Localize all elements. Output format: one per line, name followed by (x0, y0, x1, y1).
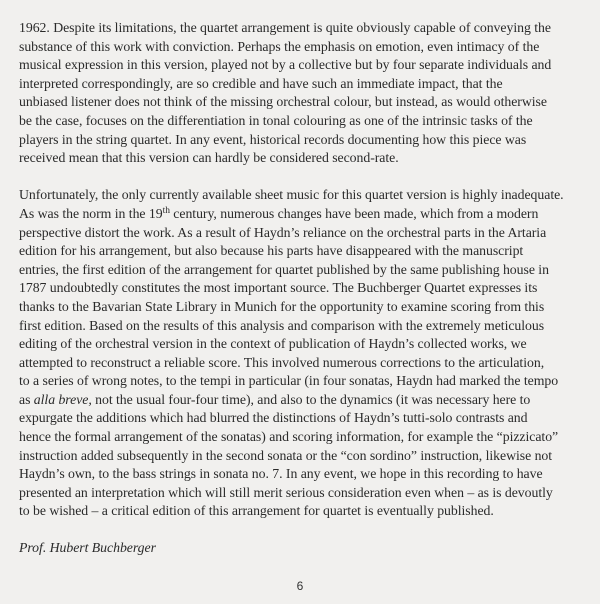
text-line: perspective distort the work. As a result of Haydn’s reliance on the orchestral parts in the Artaria (19, 224, 547, 240)
paragraph-2 (19, 186, 584, 521)
text-line: 1962. Despite its limitations, the quartet arrangement is quite obviously capable of conveying the (19, 20, 551, 35)
text-line: to a series of wrong notes, to the tempi in particular (in four sonatas, Haydn had marked the tempo (19, 373, 559, 389)
text-line (19, 391, 584, 410)
text-line: entries, the first edition of the arrangement for quartet published by the same publishing house in (19, 261, 549, 277)
text-line: players in the string quartet. In any event, historical records documenting how this piece was (19, 131, 527, 147)
page-number: 6 (296, 579, 304, 593)
text-line (19, 205, 584, 224)
document-page (19, 19, 584, 558)
text-line: Unfortunately, the only currently available sheet music for this quartet version is highly inadequate. (19, 187, 564, 203)
ordinal-superscript: th (162, 205, 170, 216)
paragraph-1 (19, 19, 584, 168)
author-signature: Prof. Hubert Buchberger (19, 540, 156, 556)
text-line: edition for his arrangement, but also because his parts have disappeared with the manuscript (19, 243, 524, 259)
text-line: received mean that this version can hardly be considered second-rate. (19, 150, 399, 166)
text-segment: As was the norm in the 19 (19, 205, 163, 221)
text-line: unbiased listener does not think of the missing orchestral colour, but instead, as would otherwise (19, 94, 547, 110)
text-segment: century, numerous changes have been made, which from a modern (169, 205, 539, 221)
text-line: to be wished – a critical edition of this arrangement for quartet is eventually published. (19, 503, 494, 519)
text-line: attempted to reconstruct a reliable score. This involved numerous corrections to the articulation, (19, 354, 545, 370)
text-line: 1787 undoubtedly constitutes the most important source. The Buchberger Quartet expresses its (19, 280, 538, 296)
text-segment: as (19, 391, 34, 407)
text-line: substance of this work with conviction. Perhaps the emphasis on emotion, even intimacy of the (19, 38, 540, 54)
text-line: thanks to the Bavarian State Library in Munich for the opportunity to examine scoring from this (19, 298, 545, 314)
text-line: interpreted correspondingly, are so credible and have such an immediate impact, that the (19, 75, 503, 91)
text-line: be the case, focuses on the differentiation in tonal colouring as one of the intrinsic tasks of the (19, 112, 533, 128)
text-line: instruction added subsequently in the second sonata or the “con sordino” instruction, likewise not (19, 447, 553, 463)
italic-term: alla breve, (33, 391, 92, 407)
text-line: expurgate the additions which had blurred the distinctions of Haydn’s tutti-solo contrasts and (19, 410, 528, 426)
text-line: hence the formal arrangement of the sonatas) and scoring information, for example the “pizzicato” (19, 429, 559, 445)
text-line: first edition. Based on the results of this analysis and comparison with the extremely meticulous (19, 317, 545, 333)
text-line: Haydn’s own, to the bass strings in sonata no. 7. In any event, we hope in this recording to have (19, 466, 543, 482)
text-line: presented an interpretation which will still merit serious consideration even when – as is devoutly (19, 484, 553, 500)
text-line: musical expression in this version, played not by a collective but by four separate individuals and (19, 57, 552, 73)
text-segment: not the usual four-four time), and also to the dynamics (it was necessary here to (91, 391, 531, 407)
text-line: editing of the orchestral version in the context of publication of Haydn’s collected works, we (19, 336, 527, 352)
